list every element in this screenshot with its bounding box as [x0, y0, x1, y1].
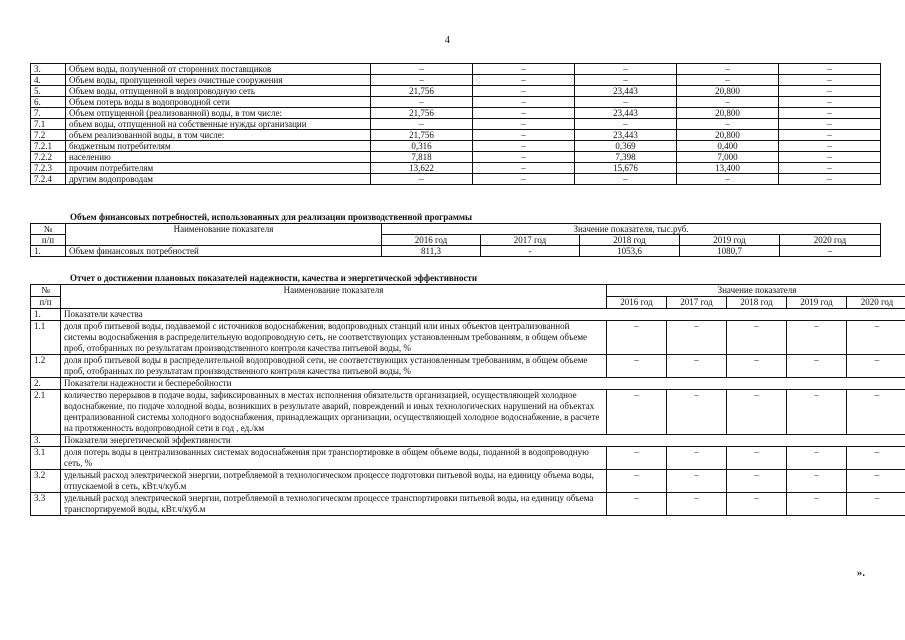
header-value: Значение показателя — [607, 285, 905, 297]
row-value: – — [847, 447, 905, 470]
row-value: 15,676 — [575, 163, 677, 174]
row-value: 0,316 — [371, 141, 473, 152]
table-row — [31, 355, 905, 378]
table-row — [31, 390, 905, 435]
row-value: – — [677, 64, 779, 75]
row-name: Объем воды, полученной от сторонних поставщиков — [66, 64, 371, 75]
row-name: другим водопроводам — [66, 174, 371, 185]
year-header: 2016 год — [382, 235, 481, 246]
table-row — [31, 130, 881, 141]
section-row — [31, 309, 905, 321]
row-number: 2.1 — [31, 390, 61, 435]
row-value: – — [727, 447, 787, 470]
row-number: 3.1 — [31, 447, 61, 470]
row-number: 7.1 — [31, 119, 66, 130]
row-value: – — [727, 493, 787, 516]
row-value: – — [667, 355, 727, 378]
row-value: 21,756 — [371, 86, 473, 97]
row-value: – — [677, 75, 779, 86]
year-header: 2018 год — [727, 297, 787, 309]
row-value: – — [779, 64, 881, 75]
row-number: 3.3 — [31, 493, 61, 516]
row-value: – — [473, 174, 575, 185]
table-row — [31, 108, 881, 119]
table-row — [31, 163, 881, 174]
row-value: – — [575, 119, 677, 130]
table-row — [31, 86, 881, 97]
row-value: – — [607, 355, 667, 378]
table-row — [31, 141, 881, 152]
row-name: доля проб питьевой воды в распределительной водопроводной сети, не соответствующих установленным требованиям, в общем объеме проб, отобранных по результатам производственного контроля качества питьевой воды, % — [61, 355, 607, 378]
row-value: – — [779, 86, 881, 97]
row-name: Объем потерь воды в водопроводной сети — [66, 97, 371, 108]
row-number: 7. — [31, 108, 66, 119]
row-value: – — [677, 119, 779, 130]
row-number: 1.2 — [31, 355, 61, 378]
row-value: – — [727, 321, 787, 355]
row-value: – — [787, 470, 847, 493]
row-value: – — [667, 493, 727, 516]
row-number: 7.2 — [31, 130, 66, 141]
year-header: 2017 год — [667, 297, 727, 309]
water-volume-table — [30, 63, 881, 185]
performance-indicators-table — [30, 284, 905, 516]
row-value: – — [607, 447, 667, 470]
row-name: бюджетным потребителям — [66, 141, 371, 152]
section-row — [31, 435, 905, 447]
row-value: – — [780, 246, 881, 257]
row-value: 23,443 — [575, 130, 677, 141]
row-value: – — [575, 97, 677, 108]
row-number: 5. — [31, 86, 66, 97]
row-value: – — [779, 97, 881, 108]
financial-needs-title: Объем финансовых потребностей, использованных для реализации производственной программы — [70, 212, 473, 222]
row-value: 7,000 — [677, 152, 779, 163]
row-value: 13,400 — [677, 163, 779, 174]
page-number: 4 — [445, 35, 450, 46]
row-number: 3. — [31, 64, 66, 75]
row-value: – — [787, 355, 847, 378]
row-value: 23,443 — [575, 86, 677, 97]
row-value: – — [607, 321, 667, 355]
row-name: Объем отпущенной (реализованной) воды, в том числе: — [66, 108, 371, 119]
row-value: – — [847, 321, 905, 355]
row-value: 21,756 — [371, 108, 473, 119]
section-name: Показатели надежности и бесперебойности — [61, 378, 905, 390]
row-value: – — [677, 174, 779, 185]
header-pp: п/п — [31, 297, 61, 309]
row-value: – — [787, 390, 847, 435]
row-name: населению — [66, 152, 371, 163]
row-value: - — [481, 246, 580, 257]
row-value: – — [607, 390, 667, 435]
row-number: 4. — [31, 75, 66, 86]
row-value: – — [473, 130, 575, 141]
row-value: – — [779, 108, 881, 119]
table-row — [31, 246, 881, 257]
year-header: 2020 год — [780, 235, 881, 246]
table-row — [31, 321, 905, 355]
row-number: 7.2.4 — [31, 174, 66, 185]
row-value: – — [779, 174, 881, 185]
row-value: 1080,7 — [680, 246, 780, 257]
table-row — [31, 97, 881, 108]
section-name: Показатели энергетической эффективности — [61, 435, 905, 447]
row-name: Объем финансовых потребностей — [66, 246, 382, 257]
row-number: 7.2.3 — [31, 163, 66, 174]
row-value: – — [847, 470, 905, 493]
row-name: объем реализованной воды, в том числе: — [66, 130, 371, 141]
row-value: – — [575, 174, 677, 185]
row-value: – — [473, 119, 575, 130]
row-value: 0,400 — [677, 141, 779, 152]
year-header: 2019 год — [680, 235, 780, 246]
row-value: – — [371, 75, 473, 86]
row-value: 0,369 — [575, 141, 677, 152]
row-value: 7,818 — [371, 152, 473, 163]
performance-report-title: Отчет о достижении плановых показателей надежности, качества и энергетической эффективности — [70, 273, 478, 283]
row-value: – — [473, 97, 575, 108]
table-row — [31, 64, 881, 75]
year-header: 2020 год — [847, 297, 905, 309]
row-value: – — [575, 75, 677, 86]
table-row — [31, 447, 905, 470]
header-no: № — [31, 285, 61, 297]
row-number: 2. — [31, 378, 61, 390]
row-value: – — [727, 390, 787, 435]
row-value: – — [667, 390, 727, 435]
row-number: 7.2.1 — [31, 141, 66, 152]
section-row — [31, 378, 905, 390]
row-value: – — [607, 493, 667, 516]
row-value: 20,800 — [677, 130, 779, 141]
row-number: 3. — [31, 435, 61, 447]
row-value: 13,622 — [371, 163, 473, 174]
row-value: – — [779, 75, 881, 86]
table-row — [31, 75, 881, 86]
row-value: – — [847, 390, 905, 435]
row-value: – — [779, 119, 881, 130]
row-value: – — [575, 64, 677, 75]
row-value: 1053,6 — [580, 246, 680, 257]
row-value: – — [787, 447, 847, 470]
table-row — [31, 119, 881, 130]
row-name: количество перерывов в подаче воды, зафиксированных в местах исполнения обязательств организацией, осуществляющей холодное водоснабжение, по подаче холодной воды, возникших в результате аварий, повреждений и иных технологических нарушений на объектах централизованной системы холодного водоснабжения, принадлежащих организации, осуществляющей холодное водоснабжение, в расчете на протяженность водопроводной сети в год , ед./км — [61, 390, 607, 435]
row-value: – — [371, 64, 473, 75]
row-value: 23,443 — [575, 108, 677, 119]
row-value: – — [473, 152, 575, 163]
row-value: – — [473, 86, 575, 97]
row-name: Объем воды, отпущенной в водопроводную сеть — [66, 86, 371, 97]
row-value: – — [473, 163, 575, 174]
year-header: 2018 год — [580, 235, 680, 246]
row-value: 21,756 — [371, 130, 473, 141]
header-value: Значение показателя, тыс.руб. — [382, 224, 881, 235]
row-value: 7,398 — [575, 152, 677, 163]
row-value: – — [677, 97, 779, 108]
row-value: – — [727, 355, 787, 378]
row-value: – — [779, 130, 881, 141]
row-name: объем воды, отпущенной на собственные нужды организации — [66, 119, 371, 130]
header-name: Наименование показателя — [66, 224, 382, 246]
row-value: – — [787, 493, 847, 516]
row-number: 1.1 — [31, 321, 61, 355]
row-number: 1. — [31, 309, 61, 321]
row-value: – — [473, 75, 575, 86]
row-number: 3.2 — [31, 470, 61, 493]
row-value: – — [727, 470, 787, 493]
row-value: – — [667, 447, 727, 470]
section-name: Показатели качества — [61, 309, 905, 321]
row-name: доля проб питьевой воды, подаваемой с источников водоснабжения, водопроводных станций или иных объектов централизованной системы водоснабжения в распределительную водопроводную сеть, не соответствующих установленным требованиям, в общем объеме проб, отобранных по результатам производственного контроля качества питьевой воды, % — [61, 321, 607, 355]
row-name: удельный расход электрической энергии, потребляемой в технологическом процессе транспортировки питьевой воды, на единицу объема транспортируемой воды, кВт.ч/куб.м — [61, 493, 607, 516]
year-header: 2019 год — [787, 297, 847, 309]
row-value: – — [847, 355, 905, 378]
row-value: – — [371, 119, 473, 130]
table-row — [31, 152, 881, 163]
row-name: Объем воды, пропущенной через очистные сооружения — [66, 75, 371, 86]
row-value: 20,800 — [677, 108, 779, 119]
row-value: – — [371, 174, 473, 185]
financial-needs-table — [30, 223, 881, 257]
row-number: 6. — [31, 97, 66, 108]
row-number: 1. — [31, 246, 66, 257]
row-value: – — [779, 152, 881, 163]
row-value: – — [779, 141, 881, 152]
year-header: 2016 год — [607, 297, 667, 309]
header-name: Наименование показателя — [61, 285, 607, 309]
row-value: – — [667, 321, 727, 355]
row-value: – — [667, 470, 727, 493]
row-value: – — [607, 470, 667, 493]
header-pp: п/п — [31, 235, 66, 246]
header-no: № — [31, 224, 66, 235]
row-value: – — [473, 141, 575, 152]
year-header: 2017 год — [481, 235, 580, 246]
closing-quote: ». — [856, 567, 865, 579]
row-value: – — [473, 108, 575, 119]
row-value: – — [371, 97, 473, 108]
row-name: удельный расход электрической энергии, потребляемой в технологическом процессе подготовки питьевой воды, на единицу объема воды, отпускаемой в сеть, кВт.ч/куб.м — [61, 470, 607, 493]
row-value: – — [847, 493, 905, 516]
row-name: прочим потребителям — [66, 163, 371, 174]
row-value: 20,800 — [677, 86, 779, 97]
table-row — [31, 470, 905, 493]
row-value: – — [787, 321, 847, 355]
row-name: доля потерь воды в централизованных системах водоснабжения при транспортировке в общем объеме воды, поданной в водопроводную сеть, % — [61, 447, 607, 470]
row-value: – — [779, 163, 881, 174]
row-value: – — [473, 64, 575, 75]
table-row — [31, 174, 881, 185]
table-row — [31, 493, 905, 516]
row-value: 811,3 — [382, 246, 481, 257]
row-number: 7.2.2 — [31, 152, 66, 163]
